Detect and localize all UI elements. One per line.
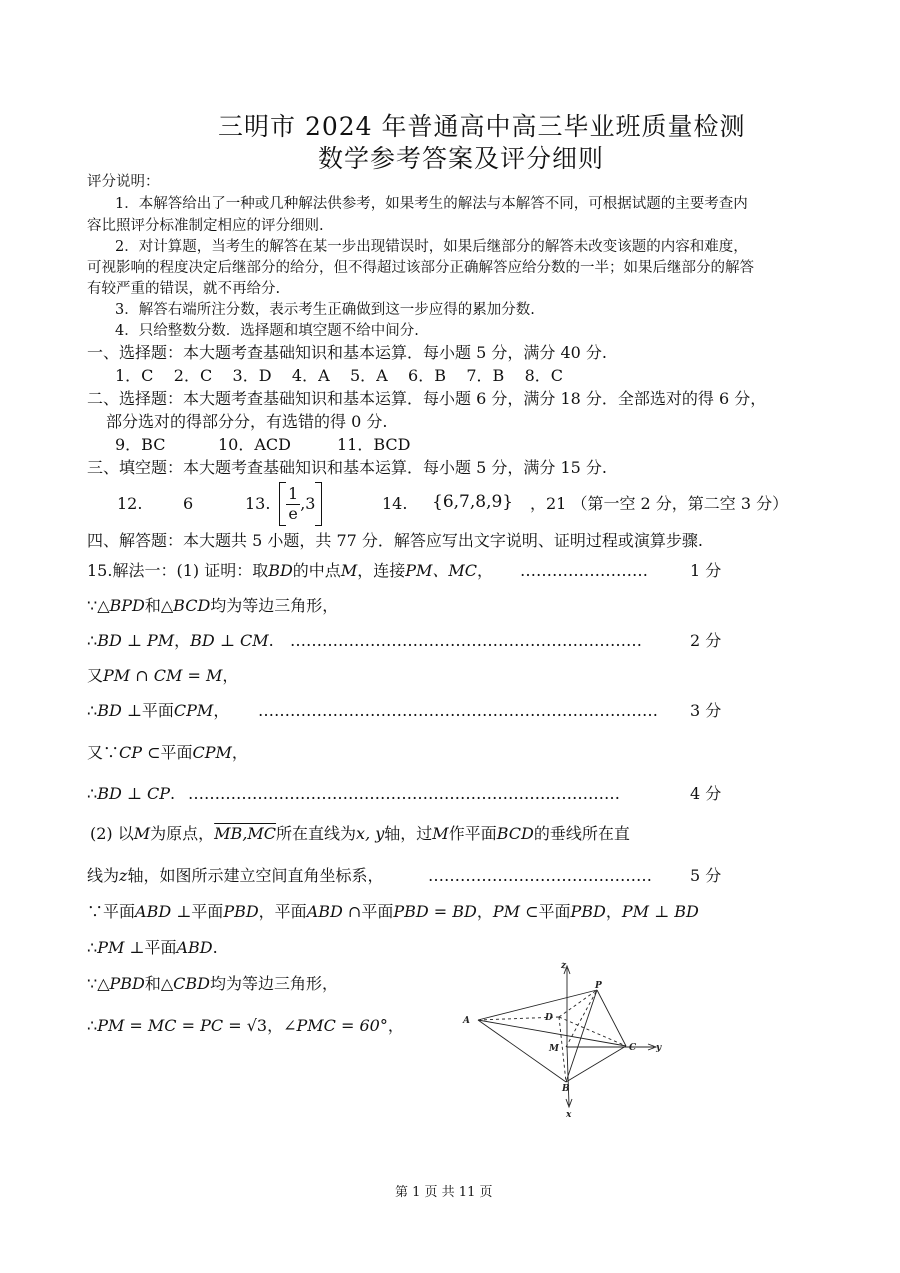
label-z: z	[561, 961, 567, 971]
math: PM、MC	[405, 561, 477, 580]
text: ，	[476, 902, 493, 921]
math: ∠PMC = 60°	[283, 1016, 388, 1035]
text: ，	[174, 631, 191, 650]
solution-line-12	[87, 976, 338, 992]
text: ，平面	[258, 902, 307, 921]
answer-10: 10．ACD	[218, 435, 291, 454]
score-2: 2 分	[690, 631, 722, 650]
because-symbol: ∵	[87, 596, 98, 615]
math: CP ⊂	[119, 743, 161, 762]
text: ，	[477, 561, 494, 580]
text: 和	[144, 974, 161, 993]
solution-line-2	[87, 598, 338, 614]
edge-BC	[566, 1046, 626, 1082]
math: ABD	[176, 938, 213, 957]
text: .	[268, 631, 274, 650]
math: △BCD	[160, 596, 211, 615]
leader-dots: …………………………………………………………	[290, 631, 642, 650]
math: PBD	[223, 902, 259, 921]
label-x: x	[566, 1110, 572, 1120]
label-C: C	[629, 1043, 637, 1053]
score-3: 3 分	[690, 701, 722, 720]
leader-dots: ……………………………………	[428, 866, 652, 885]
text: 作平面	[448, 824, 497, 843]
label-A: A	[463, 1016, 470, 1026]
right-bracket	[315, 482, 322, 526]
text: ，	[605, 902, 622, 921]
page-footer: 第 1 页 共 11 页	[395, 1185, 493, 1200]
question-13-number: 13.	[245, 494, 271, 513]
text: 平面	[144, 938, 177, 957]
math: PBD = BD	[393, 902, 477, 921]
math: CPM	[173, 701, 214, 720]
label-B: B	[562, 1084, 570, 1094]
text: 平面	[141, 701, 174, 720]
score-5: 5 分	[690, 866, 722, 885]
coordinate-figure	[455, 955, 695, 1120]
therefore-symbol: ∴	[87, 701, 98, 720]
answer-11: 11．BCD	[337, 435, 411, 454]
section-2-heading-cont: 部分选对的得部分分，有选错的得 0 分.	[106, 412, 388, 431]
text: ，	[387, 1016, 404, 1035]
math: PBD	[570, 902, 606, 921]
text: .	[212, 938, 218, 957]
math: z	[119, 866, 128, 885]
solution-line-8	[90, 826, 630, 842]
section-2-heading: 二、选择题：本大题考查基础知识和基本运算．每小题 6 分，满分 18 分．全部选对的得 6 分，	[87, 389, 767, 408]
score-1: 1 分	[690, 561, 722, 580]
text: ，连接	[357, 561, 406, 580]
math: CPM	[192, 743, 232, 762]
math: BD	[268, 561, 293, 580]
leader-dots: ………………………………………………………………………	[188, 784, 620, 803]
math: ABD ⊥	[135, 902, 192, 921]
page-title: 三明市 2024 年普通高中高三毕业班质量检测	[218, 112, 746, 141]
label-D: D	[545, 1013, 553, 1023]
math: M	[133, 824, 151, 843]
math: PM = MC = PC =	[97, 1016, 242, 1035]
math: △BPD	[97, 596, 145, 615]
text: ∵平面	[87, 902, 136, 921]
page-subtitle: 数学参考答案及评分细则	[318, 144, 605, 173]
text: 平面	[191, 902, 224, 921]
solution-line-1	[87, 563, 493, 579]
text: 均为等边三角形，	[210, 974, 339, 993]
solution-line-4	[87, 668, 238, 684]
solution-line-6	[87, 745, 248, 761]
label-y: y	[656, 1043, 662, 1053]
text: 线为	[87, 866, 120, 885]
fraction-denominator: e	[288, 503, 298, 523]
math: PM ⊂	[492, 902, 539, 921]
label-M: M	[549, 1044, 559, 1054]
answer-13	[279, 482, 322, 526]
text: 均为等边三角形，	[210, 596, 339, 615]
math: BD ⊥ CM	[190, 631, 269, 650]
text: 平面	[160, 743, 193, 762]
therefore-symbol: ∴	[87, 631, 98, 650]
solution-line-7	[87, 786, 175, 802]
math: M	[432, 824, 449, 843]
note-1-line-2: 容比照评分标准制定相应的评分细则.	[87, 218, 324, 234]
text: ，	[222, 666, 239, 685]
score-4: 4 分	[690, 784, 722, 803]
text: 的中点	[292, 561, 341, 580]
left-bracket	[279, 482, 286, 526]
section-4-heading: 四、解答题：本大题共 5 小题，共 77 分．解答应写出文字说明、证明过程或演算步骤.	[87, 531, 703, 550]
interval-upper: ,3	[300, 494, 316, 513]
text: 平面	[538, 902, 571, 921]
note-2-line-2: 可视影响的程度决定后继部分的给分，但不得超过该部分正确解答应给分数的一半；如果后继部分的解答	[87, 260, 754, 276]
text: ，	[213, 701, 230, 720]
math: M	[340, 561, 358, 580]
math: BD ⊥ PM	[97, 631, 175, 650]
solution-line-3	[87, 633, 274, 649]
math: △CBD	[160, 974, 210, 993]
text: 又∵	[87, 743, 120, 762]
math: PM ⊥	[97, 938, 145, 957]
leader-dots: ……………………	[520, 561, 648, 580]
edge-PC	[597, 990, 626, 1046]
text: 的垂线所在直	[533, 824, 630, 843]
note-3: 3．解答右端所注分数，表示考生正确做到这一步应得的累加分数.	[115, 302, 535, 318]
math: x, y	[356, 824, 385, 843]
note-2-line-3: 有较严重的错误，就不再给分.	[87, 281, 281, 297]
therefore-symbol: ∴	[87, 938, 98, 957]
solution-line-5	[87, 703, 229, 719]
text: 又	[87, 666, 104, 685]
math: △PBD	[97, 974, 145, 993]
label-P: P	[595, 981, 602, 991]
edge-DP	[559, 990, 597, 1017]
math: ABD ∩	[306, 902, 362, 921]
notes-heading: 评分说明：	[87, 174, 160, 190]
question-14-number: 14.	[382, 494, 408, 513]
because-symbol: ∵	[87, 974, 98, 993]
text: 15.解法一：(1) 证明：取	[87, 561, 269, 580]
leader-dots: …………………………………………………………………	[258, 701, 658, 720]
answer-14-rest: ，21 （第一空 2 分，第二空 3 分）	[530, 494, 789, 513]
solution-line-11	[87, 940, 218, 956]
solution-line-9	[87, 868, 383, 884]
text: 平面	[361, 902, 394, 921]
text: ，	[231, 743, 248, 762]
math: PM ⊥ BD	[621, 902, 699, 921]
answer-14-set: {6,7,8,9}	[432, 492, 514, 512]
solution-line-10	[87, 904, 699, 920]
text: 和	[144, 596, 161, 615]
therefore-symbol: ∴	[87, 784, 98, 803]
answer-12: 6	[183, 494, 194, 513]
text: (2) 以	[90, 824, 134, 843]
vector-math: MB,MC	[214, 824, 277, 843]
math: BD ⊥ CP	[97, 784, 170, 803]
section-1-heading: 一、选择题：本大题考查基础知识和基本运算．每小题 5 分，满分 40 分.	[87, 343, 607, 362]
fraction	[286, 485, 300, 523]
text: 为原点，	[150, 824, 215, 843]
sqrt-three: √3	[246, 1016, 268, 1035]
answer-9: 9．BC	[115, 435, 166, 454]
section-3-heading: 三、填空题：本大题考查基础知识和基本运算．每小题 5 分，满分 15 分.	[87, 458, 607, 477]
note-2-line-1: 2．对计算题，当考生的解答在某一步出现错误时，如果后继部分的解答未改变该题的内容和难度，	[115, 239, 748, 255]
edge-AP	[478, 990, 597, 1020]
note-4: 4．只给整数分数．选择题和填空题不给中间分.	[115, 323, 419, 339]
math: PM ∩ CM = M	[103, 666, 223, 685]
section-1-answers: 1．C 2．C 3．D 4．A 5．A 6．B 7．B 8．C	[115, 366, 564, 385]
fraction-numerator: 1	[288, 484, 299, 504]
text: 轴，如图所示建立空间直角坐标系，	[127, 866, 384, 885]
math: BCD	[496, 824, 534, 843]
question-12-number: 12.	[117, 494, 143, 513]
solution-line-13	[87, 1018, 404, 1034]
edge-DB	[559, 1017, 566, 1082]
text: .	[170, 784, 176, 803]
therefore-symbol: ∴	[87, 1016, 98, 1035]
text: 轴，过	[384, 824, 433, 843]
math: BD ⊥	[97, 701, 142, 720]
text: ，	[267, 1016, 284, 1035]
note-1-line-1: 1．本解答给出了一种或几种解法供参考，如果考生的解法与本解答不同，可根据试题的主要考查内	[115, 196, 748, 212]
edge-AC	[478, 1020, 626, 1046]
text: 所在直线为	[276, 824, 357, 843]
